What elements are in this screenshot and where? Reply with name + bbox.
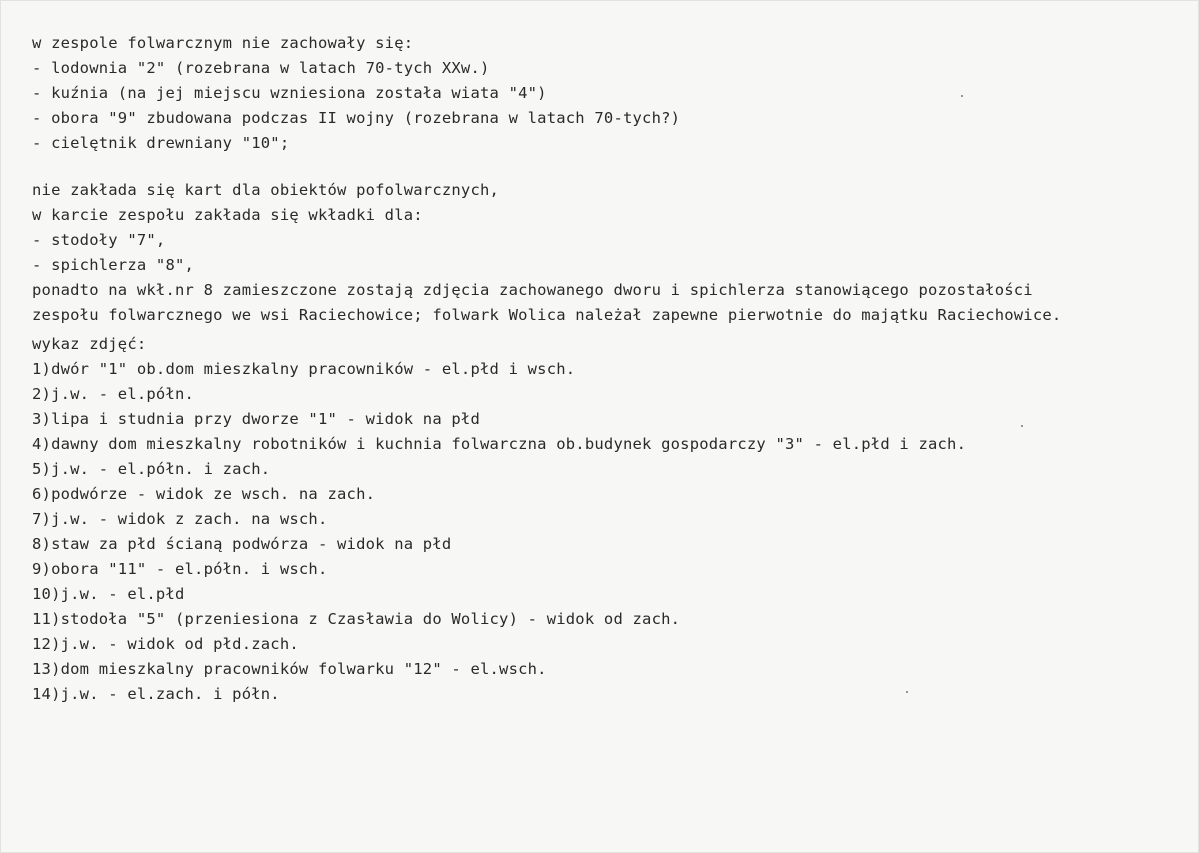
text-line: w zespole folwarcznym nie zachowały się: (32, 34, 414, 52)
photo-list-item: 7)j.w. - widok z zach. na wsch. (32, 510, 328, 528)
photo-list-item: 14)j.w. - el.zach. i półn. (32, 685, 280, 703)
photo-list-item: 10)j.w. - el.płd (32, 585, 185, 603)
photo-list-item: 11)stodoła "5" (przeniesiona z Czasławia do Wolicy) - widok od zach. (32, 610, 681, 628)
photo-list-item: 2)j.w. - el.półn. (32, 385, 195, 403)
text-line: ponadto na wkł.nr 8 zamieszczone zostają zdjęcia zachowanego dworu i spichlerza stanowiącego pozostałości (32, 281, 1033, 299)
document-text (32, 31, 1182, 707)
paragraph-card-inserts (32, 178, 1182, 328)
photo-list-item: 8)staw za płd ścianą podwórza - widok na płd (32, 535, 452, 553)
paper-speck (906, 691, 908, 693)
photo-list-item: 1)dwór "1" ob.dom mieszkalny pracowników - el.płd i wsch. (32, 360, 576, 378)
text-line: - kuźnia (na jej miejscu wzniesiona została wiata "4") (32, 84, 547, 102)
photo-list-item: 9)obora "11" - el.półn. i wsch. (32, 560, 328, 578)
photo-list (32, 332, 1182, 707)
photo-list-heading: wykaz zdjęć: (32, 335, 147, 353)
text-line: - stodoły "7", (32, 231, 166, 249)
photo-list-item: 3)lipa i studnia przy dworze "1" - widok na płd (32, 410, 480, 428)
text-line: w karcie zespołu zakłada się wkładki dla: (32, 206, 423, 224)
text-line: - cielętnik drewniany "10"; (32, 134, 290, 152)
text-line: - spichlerza "8", (32, 256, 195, 274)
text-line: - obora "9" zbudowana podczas II wojny (rozebrana w latach 70-tych?) (32, 109, 681, 127)
photo-list-item: 6)podwórze - widok ze wsch. na zach. (32, 485, 376, 503)
text-line: - lodownia "2" (rozebrana w latach 70-tych XXw.) (32, 59, 490, 77)
paper-speck (961, 95, 963, 97)
photo-list-item: 4)dawny dom mieszkalny robotników i kuchnia folwarczna ob.budynek gospodarczy "3" - el.płd i zach. (32, 435, 967, 453)
photo-list-item: 5)j.w. - el.półn. i zach. (32, 460, 271, 478)
paragraph-missing-buildings (32, 31, 1182, 156)
paper-speck (1021, 425, 1023, 427)
photo-list-item: 13)dom mieszkalny pracowników folwarku "12" - el.wsch. (32, 660, 547, 678)
photo-list-item: 12)j.w. - widok od płd.zach. (32, 635, 299, 653)
text-line: zespołu folwarcznego we wsi Raciechowice; folwark Wolica należał zapewne pierwotnie do majątku Raciechowice. (32, 306, 1062, 324)
paragraph-gap (32, 156, 1182, 178)
text-line: nie zakłada się kart dla obiektów pofolwarcznych, (32, 181, 500, 199)
